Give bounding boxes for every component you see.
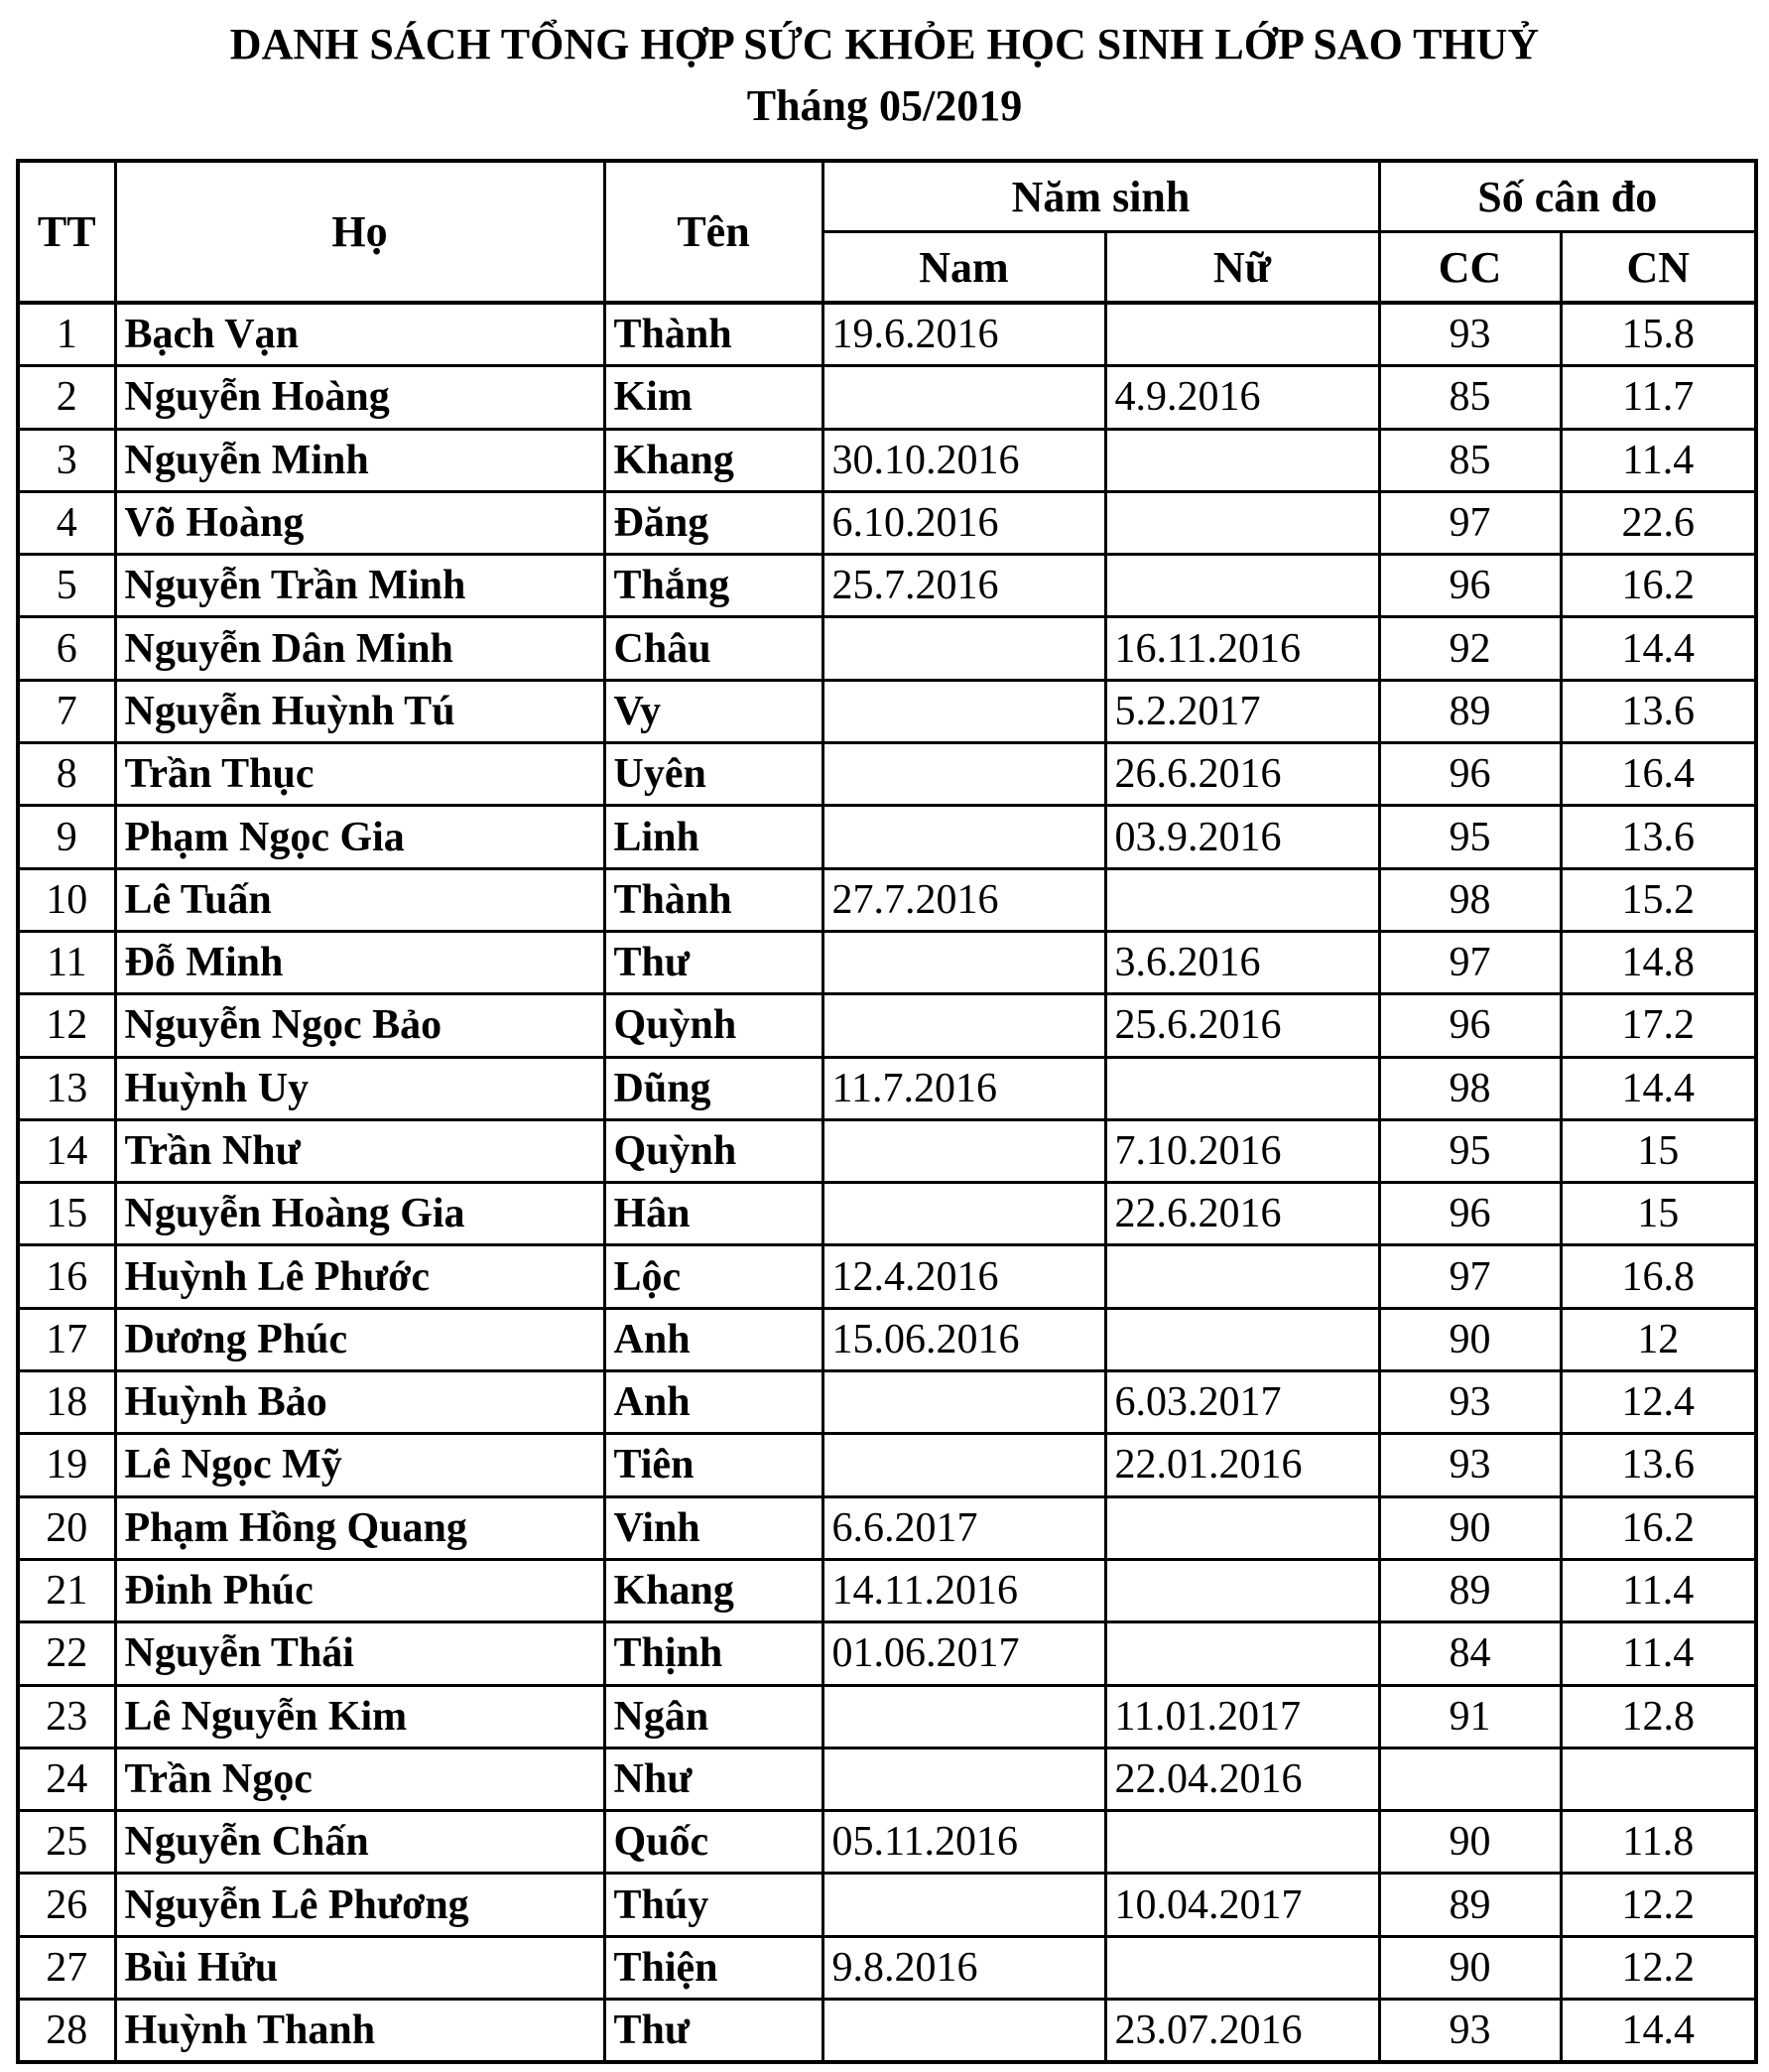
birthdate-female-cell: 22.01.2016 [1105,1434,1379,1496]
table-row [18,1811,1756,1874]
family-name-cell: Đỗ Minh [115,931,604,993]
height-cell: 89 [1379,680,1561,742]
birthdate-female-cell: 3.6.2016 [1105,931,1379,993]
given-name-cell: Thư [604,2000,822,2063]
table-row [18,1936,1756,1999]
family-name-cell: Nguyễn Hoàng [115,366,604,429]
table-row [18,1496,1756,1559]
row-number: 17 [18,1308,115,1370]
weight-cell: 13.6 [1561,806,1756,868]
birthdate-female-cell: 6.03.2017 [1105,1371,1379,1434]
height-cell: 95 [1379,1119,1561,1182]
height-cell: 95 [1379,806,1561,868]
row-number: 14 [18,1119,115,1182]
height-cell: 90 [1379,1811,1561,1874]
table-row [18,680,1756,742]
birthdate-male-cell [822,1371,1105,1434]
weight-cell: 15.2 [1561,868,1756,931]
birthdate-male-cell [822,1119,1105,1182]
header-so-can-do: Số cân đo [1379,161,1756,232]
birthdate-female-cell: 10.04.2017 [1105,1874,1379,1936]
row-number: 22 [18,1622,115,1685]
birthdate-female-cell [1105,1245,1379,1308]
table-row [18,617,1756,680]
row-number: 15 [18,1183,115,1245]
height-cell: 96 [1379,555,1561,617]
row-number: 19 [18,1434,115,1496]
family-name-cell: Nguyễn Thái [115,1622,604,1685]
row-number: 11 [18,931,115,993]
birthdate-female-cell [1105,491,1379,554]
birthdate-female-cell: 25.6.2016 [1105,994,1379,1057]
family-name-cell: Lê Ngọc Mỹ [115,1434,604,1496]
birthdate-female-cell [1105,303,1379,366]
weight-cell: 12.8 [1561,1685,1756,1748]
height-cell: 93 [1379,303,1561,366]
given-name-cell: Thành [604,868,822,931]
given-name-cell: Anh [604,1371,822,1434]
weight-cell: 13.6 [1561,1434,1756,1496]
birthdate-female-cell: 4.9.2016 [1105,366,1379,429]
birthdate-male-cell [822,1874,1105,1936]
given-name-cell: Như [604,1748,822,1810]
family-name-cell: Phạm Ngọc Gia [115,806,604,868]
height-cell: 85 [1379,366,1561,429]
given-name-cell: Tiên [604,1434,822,1496]
birthdate-male-cell [822,617,1105,680]
row-number: 18 [18,1371,115,1434]
height-cell: 89 [1379,1559,1561,1621]
weight-cell: 15.8 [1561,303,1756,366]
row-number: 12 [18,994,115,1057]
row-number: 16 [18,1245,115,1308]
header-nam-sinh: Năm sinh [822,161,1379,232]
row-number: 9 [18,806,115,868]
birthdate-female-cell: 11.01.2017 [1105,1685,1379,1748]
birthdate-male-cell: 6.10.2016 [822,491,1105,554]
weight-cell: 15 [1561,1119,1756,1182]
given-name-cell: Thúy [604,1874,822,1936]
table-row [18,1183,1756,1245]
family-name-cell: Đinh Phúc [115,1559,604,1621]
birthdate-male-cell: 27.7.2016 [822,868,1105,931]
family-name-cell: Huỳnh Uy [115,1057,604,1119]
height-cell: 96 [1379,1183,1561,1245]
row-number: 28 [18,2000,115,2063]
family-name-cell: Bạch Vạn [115,303,604,366]
birthdate-female-cell [1105,868,1379,931]
header-nu: Nữ [1105,232,1379,304]
weight-cell: 11.4 [1561,1622,1756,1685]
row-number: 27 [18,1936,115,1999]
birthdate-male-cell: 01.06.2017 [822,1622,1105,1685]
family-name-cell: Nguyễn Ngọc Bảo [115,994,604,1057]
table-row [18,303,1756,366]
row-number: 8 [18,743,115,806]
height-cell: 84 [1379,1622,1561,1685]
weight-cell: 14.8 [1561,931,1756,993]
height-cell: 97 [1379,931,1561,993]
weight-cell: 16.2 [1561,1496,1756,1559]
weight-cell: 15 [1561,1183,1756,1245]
row-number: 13 [18,1057,115,1119]
birthdate-male-cell [822,1748,1105,1810]
table-row [18,994,1756,1057]
table-row [18,1308,1756,1370]
birthdate-male-cell [822,994,1105,1057]
row-number: 3 [18,429,115,491]
birthdate-male-cell [822,1183,1105,1245]
family-name-cell: Nguyễn Trần Minh [115,555,604,617]
given-name-cell: Quỳnh [604,1119,822,1182]
family-name-cell: Huỳnh Bảo [115,1371,604,1434]
weight-cell: 17.2 [1561,994,1756,1057]
weight-cell [1561,1748,1756,1810]
given-name-cell: Quốc [604,1811,822,1874]
table-row [18,1748,1756,1810]
row-number: 6 [18,617,115,680]
given-name-cell: Dũng [604,1057,822,1119]
height-cell: 90 [1379,1936,1561,1999]
weight-cell: 16.8 [1561,1245,1756,1308]
given-name-cell: Khang [604,1559,822,1621]
table-row [18,806,1756,868]
height-cell: 93 [1379,1434,1561,1496]
birthdate-male-cell [822,366,1105,429]
birthdate-female-cell: 5.2.2017 [1105,680,1379,742]
family-name-cell: Dương Phúc [115,1308,604,1370]
table-row [18,491,1756,554]
birthdate-female-cell [1105,1622,1379,1685]
row-number: 5 [18,555,115,617]
height-cell: 89 [1379,1874,1561,1936]
birthdate-male-cell [822,1434,1105,1496]
given-name-cell: Thịnh [604,1622,822,1685]
table-row [18,2000,1756,2063]
birthdate-female-cell: 22.6.2016 [1105,1183,1379,1245]
birthdate-male-cell: 05.11.2016 [822,1811,1105,1874]
weight-cell: 13.6 [1561,680,1756,742]
birthdate-male-cell: 11.7.2016 [822,1057,1105,1119]
family-name-cell: Huỳnh Lê Phước [115,1245,604,1308]
table-body [18,303,1756,2062]
family-name-cell: Trần Thục [115,743,604,806]
row-number: 4 [18,491,115,554]
birthdate-male-cell: 19.6.2016 [822,303,1105,366]
given-name-cell: Linh [604,806,822,868]
weight-cell: 16.2 [1561,555,1756,617]
table-row [18,1622,1756,1685]
birthdate-male-cell [822,931,1105,993]
birthdate-female-cell [1105,1496,1379,1559]
table-row [18,555,1756,617]
height-cell: 90 [1379,1496,1561,1559]
height-cell: 98 [1379,868,1561,931]
row-number: 21 [18,1559,115,1621]
birthdate-female-cell [1105,1057,1379,1119]
row-number: 24 [18,1748,115,1810]
birthdate-male-cell: 30.10.2016 [822,429,1105,491]
header-cc: CC [1379,232,1561,304]
family-name-cell: Nguyễn Lê Phương [115,1874,604,1936]
family-name-cell: Võ Hoàng [115,491,604,554]
birthdate-female-cell: 16.11.2016 [1105,617,1379,680]
row-number: 25 [18,1811,115,1874]
row-number: 10 [18,868,115,931]
header-ten: Tên [604,161,822,303]
height-cell [1379,1748,1561,1810]
weight-cell: 12.2 [1561,1936,1756,1999]
weight-cell: 11.7 [1561,366,1756,429]
height-cell: 97 [1379,491,1561,554]
family-name-cell: Nguyễn Chấn [115,1811,604,1874]
weight-cell: 11.8 [1561,1811,1756,1874]
table-row [18,1559,1756,1621]
birthdate-female-cell [1105,429,1379,491]
height-cell: 85 [1379,429,1561,491]
weight-cell: 14.4 [1561,1057,1756,1119]
given-name-cell: Thành [604,303,822,366]
document-title: DANH SÁCH TỔNG HỢP SỨC KHỎE HỌC SINH LỚP SAO THUỶ [229,20,1540,68]
row-number: 26 [18,1874,115,1936]
given-name-cell: Ngân [604,1685,822,1748]
row-number: 23 [18,1685,115,1748]
birthdate-male-cell: 14.11.2016 [822,1559,1105,1621]
birthdate-male-cell [822,806,1105,868]
height-cell: 98 [1379,1057,1561,1119]
birthdate-female-cell: 26.6.2016 [1105,743,1379,806]
weight-cell: 14.4 [1561,617,1756,680]
height-cell: 91 [1379,1685,1561,1748]
family-name-cell: Nguyễn Huỳnh Tú [115,680,604,742]
given-name-cell: Hân [604,1183,822,1245]
birthdate-male-cell: 12.4.2016 [822,1245,1105,1308]
table-row [18,1434,1756,1496]
given-name-cell: Uyên [604,743,822,806]
birthdate-male-cell [822,680,1105,742]
table-header [18,161,1756,303]
header-nam: Nam [822,232,1105,304]
table-row [18,743,1756,806]
given-name-cell: Đăng [604,491,822,554]
family-name-cell: Nguyễn Minh [115,429,604,491]
birthdate-female-cell: 23.07.2016 [1105,2000,1379,2063]
table-row [18,1057,1756,1119]
table-row [18,1371,1756,1434]
given-name-cell: Khang [604,429,822,491]
table-row [18,931,1756,993]
birthdate-female-cell [1105,1936,1379,1999]
family-name-cell: Lê Nguyễn Kim [115,1685,604,1748]
row-number: 1 [18,303,115,366]
birthdate-male-cell [822,743,1105,806]
row-number: 2 [18,366,115,429]
header-cn: CN [1561,232,1756,304]
weight-cell: 12.4 [1561,1371,1756,1434]
weight-cell: 12 [1561,1308,1756,1370]
birthdate-male-cell [822,1685,1105,1748]
height-cell: 92 [1379,617,1561,680]
family-name-cell: Bùi Hửu [115,1936,604,1999]
table-row [18,1119,1756,1182]
weight-cell: 11.4 [1561,429,1756,491]
given-name-cell: Châu [604,617,822,680]
table-row [18,1874,1756,1936]
birthdate-male-cell [822,2000,1105,2063]
weight-cell: 14.4 [1561,2000,1756,2063]
given-name-cell: Vy [604,680,822,742]
height-cell: 90 [1379,1308,1561,1370]
birthdate-male-cell: 6.6.2017 [822,1496,1105,1559]
birthdate-male-cell: 9.8.2016 [822,1936,1105,1999]
family-name-cell: Nguyễn Hoàng Gia [115,1183,604,1245]
family-name-cell: Huỳnh Thanh [115,2000,604,2063]
weight-cell: 22.6 [1561,491,1756,554]
birthdate-female-cell: 03.9.2016 [1105,806,1379,868]
row-number: 20 [18,1496,115,1559]
given-name-cell: Lộc [604,1245,822,1308]
table-row [18,366,1756,429]
birthdate-female-cell [1105,555,1379,617]
family-name-cell: Trần Ngọc [115,1748,604,1810]
given-name-cell: Quỳnh [604,994,822,1057]
height-cell: 96 [1379,743,1561,806]
birthdate-female-cell [1105,1308,1379,1370]
birthdate-female-cell: 7.10.2016 [1105,1119,1379,1182]
table-row [18,1685,1756,1748]
weight-cell: 12.2 [1561,1874,1756,1936]
table-row [18,1245,1756,1308]
birthdate-female-cell [1105,1559,1379,1621]
birthdate-male-cell: 25.7.2016 [822,555,1105,617]
weight-cell: 16.4 [1561,743,1756,806]
birthdate-male-cell: 15.06.2016 [822,1308,1105,1370]
height-cell: 97 [1379,1245,1561,1308]
health-summary-table [16,159,1758,2064]
given-name-cell: Thư [604,931,822,993]
document-subtitle: Tháng 05/2019 [746,81,1023,130]
family-name-cell: Trần Như [115,1119,604,1182]
given-name-cell: Anh [604,1308,822,1370]
given-name-cell: Vinh [604,1496,822,1559]
height-cell: 93 [1379,2000,1561,2063]
height-cell: 96 [1379,994,1561,1057]
height-cell: 93 [1379,1371,1561,1434]
row-number: 7 [18,680,115,742]
family-name-cell: Nguyễn Dân Minh [115,617,604,680]
birthdate-female-cell [1105,1811,1379,1874]
family-name-cell: Phạm Hồng Quang [115,1496,604,1559]
header-tt: TT [18,161,115,303]
given-name-cell: Thiện [604,1936,822,1999]
table-row [18,868,1756,931]
given-name-cell: Thắng [604,555,822,617]
table-row [18,429,1756,491]
weight-cell: 11.4 [1561,1559,1756,1621]
header-ho: Họ [115,161,604,303]
given-name-cell: Kim [604,366,822,429]
birthdate-female-cell: 22.04.2016 [1105,1748,1379,1810]
family-name-cell: Lê Tuấn [115,868,604,931]
